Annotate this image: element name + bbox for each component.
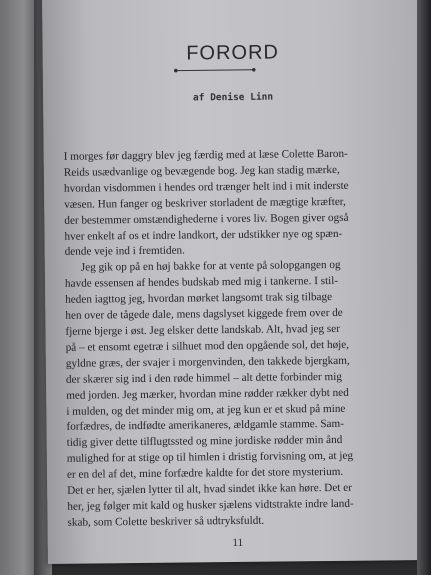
text-line: er en del af det, mine forfædre kaldte for det store mysterium.: [66, 465, 344, 481]
text-line: havde essensen af hendes budskab med mig i tankerne. I stil-: [64, 275, 339, 291]
text-line: her, jeg følger mit kald og husker sjælens vidtstrakte indre land-: [67, 497, 354, 513]
text-line: I morges før daggry blev jeg færdig med at læse Colette Baron-: [63, 147, 348, 163]
text-line: mulighed for at stige op til himlen i dristig forvisning om, at jeg: [66, 449, 354, 465]
text-line: i mulden, og det minder mig om, at jeg kun er et skud på mine: [66, 402, 346, 418]
author-byline: af Denise Linn: [192, 91, 274, 104]
text-line: der bestemmer omstændighederne i vores liv. Bogen giver også: [64, 211, 349, 227]
text-line: fjerne bjerge i øst. Jeg elsker dette landskab. Alt, hvad jeg ser: [65, 322, 341, 338]
text-line: der skærer sig ind i den røde himmel – alt dette forbinder mig: [65, 370, 342, 386]
text-line: på – et ensomt egetræ i silhuet mod den opgående sol, det høje,: [65, 338, 350, 354]
text-line: gyldne græs, der svajer i morgenvinden, den takkede bjergkam,: [65, 354, 350, 370]
text-line: Det er her, sjælen lytter til alt, hvad sindet ikke kan høre. Det er: [67, 481, 352, 497]
page-title: FORORD: [186, 41, 280, 65]
right-edge-shadow: [417, 0, 431, 575]
book-page: [42, 0, 428, 564]
text-line: hvordan visdommen i hendes ord trænger helt ind i mit inderste: [63, 179, 349, 195]
body-text: [64, 146, 398, 531]
page-number: 11: [232, 536, 244, 550]
text-line: med jorden. Jeg mærker, hvordan mine rødder rækker dybt ned: [66, 386, 349, 402]
text-line: Jeg gik op på en høj bakke for at vente på solopgangen og: [80, 259, 341, 274]
title-ornament: [173, 67, 257, 74]
text-line: skab, som Colette beskriver så udtryksfuldt.: [67, 514, 265, 529]
text-line: dende veje ind i fremtiden.: [64, 244, 185, 259]
text-line: hver enkelt af os et indre landkort, der udstikker nye og spæn-: [64, 227, 343, 243]
text-line: væsen. Hun fanger og beskriver storladent de mægtige kræfter,: [64, 195, 346, 211]
text-line: heden iagttog jeg, hvordan mørket langsomt trak sig tilbage: [65, 291, 333, 306]
text-line: tidig giver dette tilflugtssted og mine jordiske rødder min ånd: [66, 434, 343, 450]
text-line: forfædres, de indfødte amerikaneres, ældgamle stamme. Sam-: [66, 418, 345, 434]
text-line: Reids usædvanlige og bevægende bog. Jeg kan stadig mærke,: [63, 163, 340, 179]
text-line: hen over de tågede dale, mens dagslyset kiggede frem over de: [65, 306, 343, 322]
